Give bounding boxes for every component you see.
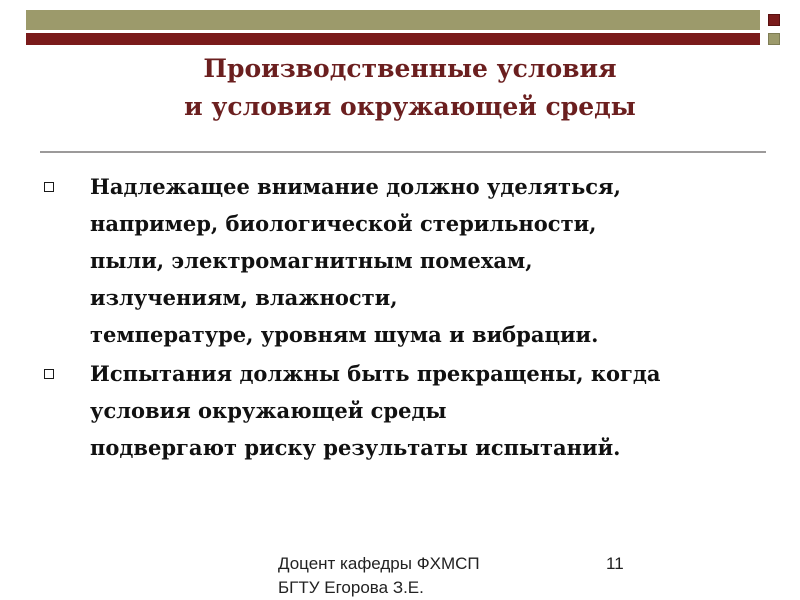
footer-line: Доцент кафедры ФХМСП xyxy=(278,554,480,573)
bullet-text-line: пыли, электромагнитным помехам, xyxy=(90,248,533,273)
bullet-text-line: температуре, уровням шума и вибрации. xyxy=(90,322,599,347)
bullet-item xyxy=(40,355,760,466)
corner-square-olive-icon xyxy=(768,33,780,45)
bullet-text-line: излучениям, влажности, xyxy=(90,285,398,310)
footer-line: БГТУ Егорова З.Е. xyxy=(278,578,424,597)
bullet-text-line: условия окружающей среды xyxy=(90,398,447,423)
bullet-text-line: подвергают риску результаты испытаний. xyxy=(90,435,621,460)
page-number: 11 xyxy=(606,554,624,573)
bullet-list xyxy=(40,168,760,468)
slide-title-line: и условия окружающей среды xyxy=(184,92,636,121)
bullet-text-line: Испытания должны быть прекращены, когда xyxy=(90,361,661,386)
header-banner-red xyxy=(26,33,760,45)
bullet-item xyxy=(40,168,760,353)
footer-author xyxy=(278,552,538,600)
title-divider xyxy=(40,151,766,153)
bullet-text-line: например, биологической стерильности, xyxy=(90,211,597,236)
corner-square-red-icon xyxy=(768,14,780,26)
bullet-text-line: Надлежащее внимание должно уделяться, xyxy=(90,174,621,199)
square-bullet-icon xyxy=(44,369,54,379)
slide-title-line: Производственные условия xyxy=(203,54,617,83)
slide-title xyxy=(60,50,760,126)
header-banner-olive xyxy=(26,10,760,30)
square-bullet-icon xyxy=(44,182,54,192)
